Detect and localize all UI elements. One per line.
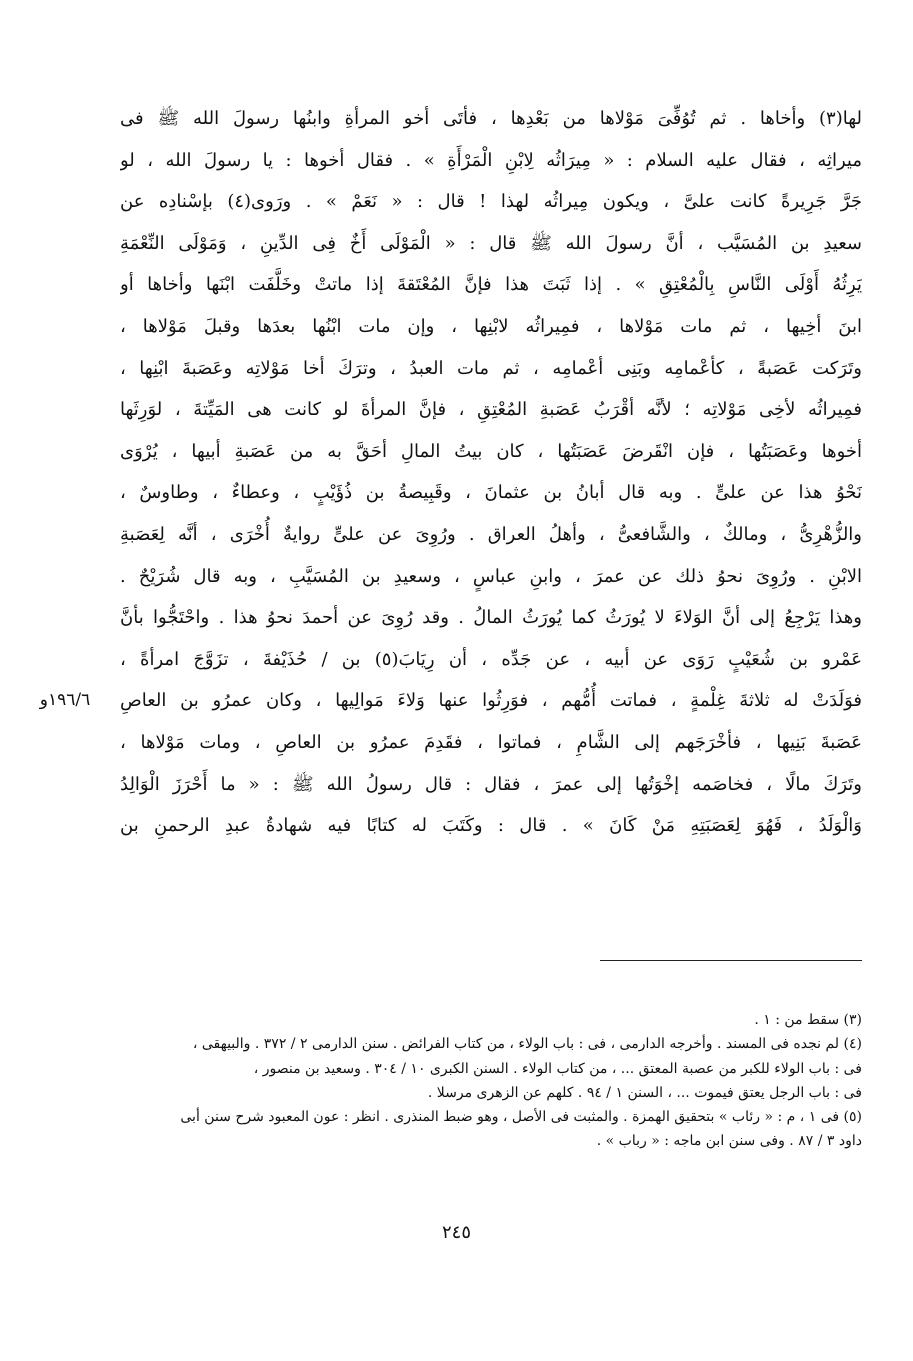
text-line: وهذا يَرْجِعُ إلى أنَّ الوَلاءَ لا يُورَثُ كما يُورَثُ المالُ . وقد رُوِىَ عن أحمدَ نحوُ هذا . واحْتَجُّوا بأنَّ [120,607,862,629]
footnotes [120,1008,862,1154]
text-line: سعيدِ بن المُسَيَّب ، أنَّ رسولَ الله ﷺ قال : « الْمَوْلَى أَخٌ فِى الدِّينِ ، وَمَوْلَى النِّعْمَةِ [120,232,862,254]
text-line: والزُّهْرِىُّ ، ومالكٌ ، والشَّافعىُّ ، وأهلُ العراق . ورُوِىَ عن علىٍّ روايةٌ أُخْرَى ، أنَّه لِعَصَبةِ [120,523,862,545]
text-line: فمِيراثُه لأخِى مَوْلاتِه ؛ لأنَّه أقْرَبُ عَصَبةِ المُعْتِقِ ، فإنَّ المرأةَ لو كانت هى المَيِّتةَ ، لوَرِثَها [120,399,862,421]
main-text-body [120,98,862,847]
page-number: ٢٤٥ [441,1222,471,1243]
text-line: نَحْوُ هذا عن علىٍّ . وبه قال أبانُ بن عثمانَ ، وقَبِيصةُ بن ذُؤَيْبٍ ، وعطاءٌ ، وطاوسٌ ، [120,482,862,504]
text-line: عَصَبةَ بَنِيها ، فأخْرَجَهم إلى الشَّامِ ، فماتوا ، فقَدِمَ عمرُو بن العاصِ ، ومات مَوْلاها ، [120,731,862,753]
text-line: لها(٣) وأخاها . ثم تُوُفِّىَ مَوْلاها من بَعْدِها ، فأتَى أخو المرأةِ وابنُها رسولَ الله ﷺ فى [120,108,862,129]
text-line: فوَلَدَتْ له ثلاثةَ غِلْمةٍ ، فماتت أُمُّهم ، فوَرِثُوا عنها وَلاءَ مَوالِيها ، وكان عمرُو بن العاصِ [120,690,862,712]
footnote-line: (٥) فى ١ ، م : « رئاب » بتحقيق الهمزة . والمثبت فى الأصل ، وهو ضبط المنذرى . انظر : عون المعبود شرح سنن أبى [180,1109,862,1126]
footnote-line: فى : باب الولاء للكبر من عصبة المعتق ... ، من كتاب الولاء . السنن الكبرى ١٠ / ٣٠٤ . وسعيد بن منصور ، [253,1060,862,1077]
text-line: عَمْرو بن شُعَيْبٍ رَوَى عن أبيه ، عن جَدِّه ، أن رِيَابَ(٥) بن / حُذَيْفةَ ، تزَوَّجَ امرأةً ، [120,648,862,670]
text-line: ميراثِه ، فقال عليه السلام : « مِيرَاثُه لِابْنِ الْمَرْأَةِ » . فقال أخوها : يا رسولَ الله ، لو [120,149,862,171]
footnote-line: داود ٣ / ٨٧ . وفى سنن ابن ماجه : « رباب » . [596,1133,862,1150]
text-line: جَرَّ جَرِيرةً كانت علىَّ ، ويكون مِيراثُه لهذا ! قال : « نَعَمْ » . ورَوى(٤) بإسْنادِه عن [120,191,862,213]
text-line: أخوها وعَصَبَتُها ، فإن انْقَرضَ عَصَبَتُها ، كان بيتُ المالِ أحَقَّ به من عَصَبةِ أبيها ، يُرْوَى [120,440,862,462]
text-line: وتَرَكَ مالًا ، فخاصَمه إخْوَتُها إلى عمرَ ، فقال : قال رسولُ الله ﷺ : « ما أَحْرَزَ الْوَالِدُ [120,773,862,795]
manuscript-folio-reference: ١٩٦/٦و [39,690,91,710]
footnote-line: (٣) سقط من : ١ . [754,1012,862,1028]
footnote-divider [600,960,862,961]
footnote-line: (٤) لم نجده فى المسند . وأخرجه الدارمى ، فى : باب الولاء ، من كتاب الفرائض . سنن الدارمى ٢ / ٣٧٢ . والبيهقى ، [192,1036,862,1053]
footnote-line: فى : باب الرجل يعتق فيموت ... ، السنن ١ / ٩٤ . كلهم عن الزهرى مرسلا . [427,1084,862,1101]
text-line: الابْنِ . ورُوِىَ نحوُ ذلك عن عمرَ ، وابنِ عباسٍ ، وسعيدِ بن المُسَيَّبِ ، وبه قال شُرَيْحٌ . [120,565,862,587]
text-line: وَالْوَلَدُ ، فَهُوَ لِعَصَبَتِهِ مَنْ كَانَ » . قال : وكَتَبَ له كتابًا فيه شهادةُ عبدِ الرحمنِ بن [120,815,862,837]
text-line: وتَرَكت عَصَبةً ، كأعْمامِه وبَنِى أعْمامِه ، ثم مات العبدُ ، وترَكَ أخا مَوْلاتِه وعَصَبةَ ابْنِها ، [120,357,862,379]
text-line: يَرِثُهُ أَوْلَى النَّاسِ بِالْمُعْتِقِ » . إذا ثَبَتَ هذا فإنَّ المُعْتَقةَ إذا ماتتْ وخَلَّفَت ابْنَها وأخاها أو [120,274,862,296]
text-line: ابنَ أخِيها ، ثم مات مَوْلاها ، فمِيراثُه لابْنِها ، وإن مات ابْنُها بعدَها وقبلَ مَوْلاها ، [120,315,862,337]
